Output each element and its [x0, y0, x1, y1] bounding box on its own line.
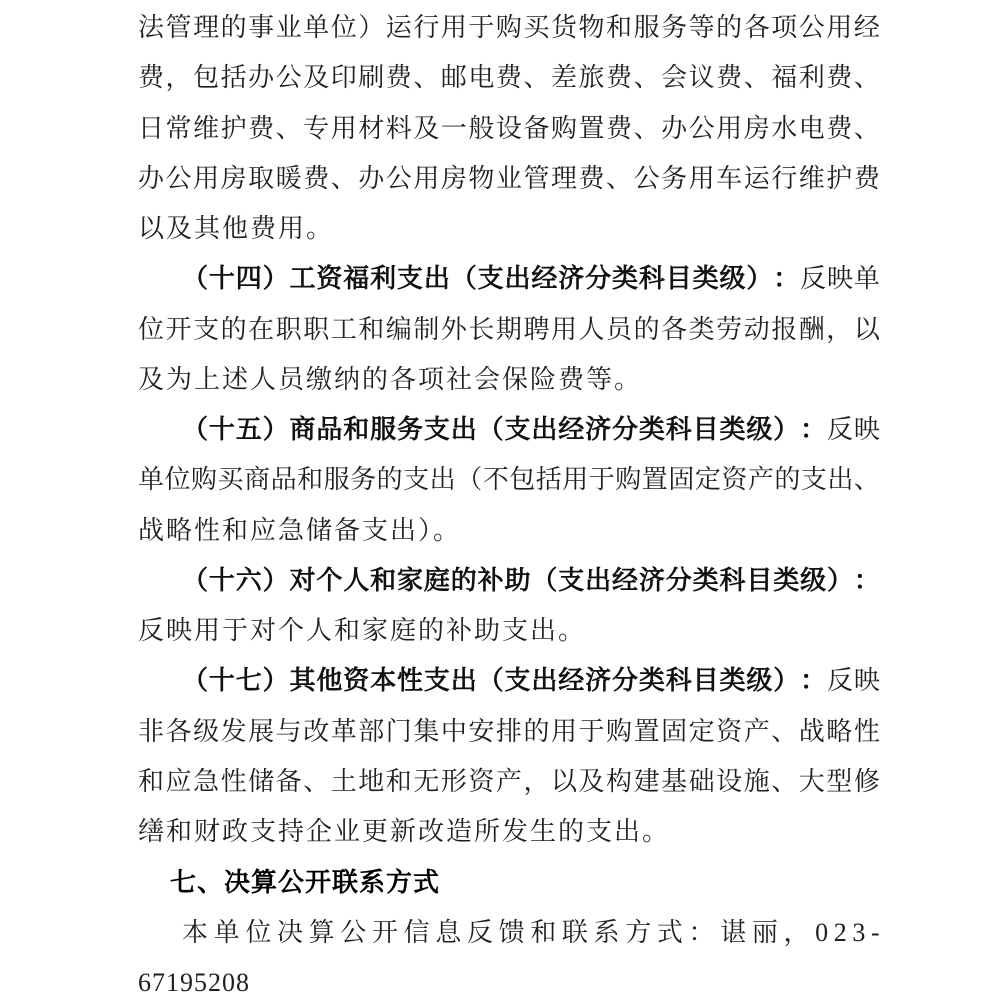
run-text: 以及其他费用。: [138, 214, 335, 243]
paragraph-item-16-individual-family-subsidy: [138, 556, 880, 657]
paragraph-item-14-wage-welfare: [138, 254, 880, 405]
text-line: [138, 204, 880, 254]
text-line: [138, 807, 880, 857]
text-line-phone-number: [138, 958, 880, 1005]
paragraph-contact-info: [138, 908, 880, 1005]
run-text: 及为上述人员缴纳的各项社会保险费等。: [138, 364, 643, 394]
text-line: [138, 506, 880, 556]
paragraph-public-funds: [138, 3, 880, 254]
document-body: [138, 3, 880, 1005]
text-line: 日 常 维 护 费 、 专 用 材 料 及 一 般 设 备 购 置 费 、 办 公 用 房 水 电 费 、: [138, 113, 880, 143]
run-text: 缮和财政支持企业更新改造所发生的支出。: [138, 817, 671, 846]
run-text: 67195208: [138, 967, 250, 997]
run-text: 反映用于对个人和家庭的补助支出。: [138, 616, 587, 645]
section-heading-7-contact: 七、决算公开联系方式: [170, 867, 441, 898]
run-text: 战略性和应急储备支出）。: [138, 515, 462, 545]
paragraph-item-15-goods-services: [138, 405, 880, 556]
text-line: 费 ， 包 括 办 公 及 印 刷 费 、 邮 电 费 、 差 旅 费 、 会 议 费 、 福 利 费 、: [138, 63, 880, 93]
text-line: （ 十 五 ） 商 品 和 服 务 支 出 （ 支 出 经 济 分 类 科 目 类 级 ） ： 反 映: [182, 415, 880, 444]
text-line: （ 十 七 ） 其 他 资 本 性 支 出 （ 支 出 经 济 分 类 科 目 类 级 ） ： 反 映: [182, 666, 880, 696]
text-line: 本 单 位 决 算 公 开 信 息 反 馈 和 联 系 方 式 ： 谌 丽 ， 0 2 3 -: [182, 917, 880, 947]
text-line: 和 应 急 性 储 备 、 土 地 和 无 形 资 产 ， 以 及 构 建 基 础 设 施 、 大 型 修: [138, 766, 880, 796]
text-line: 非 各 级 发 展 与 改 革 部 门 集 中 安 排 的 用 于 购 置 固 定 资 产 、 战 略 性: [138, 716, 880, 746]
text-line: 位 开 支 的 在 职 职 工 和 编 制 外 长 期 聘 用 人 员 的 各 类 劳 动 报 酬 ， 以: [138, 314, 880, 344]
paragraph-item-17-other-capital-expense: [138, 656, 880, 857]
text-line: 单 位 购 买 商 品 和 服 务 的 支 出 （ 不 包 括 用 于 购 置 固 定 资 产 的 支 出 、: [138, 465, 880, 495]
text-line: 办 公 用 房 取 暖 费 、 办 公 用 房 物 业 管 理 费 、 公 务 用 车 运 行 维 护 费: [138, 163, 880, 193]
text-line: [138, 606, 880, 656]
text-line: （ 十 四 ） 工 资 福 利 支 出 （ 支 出 经 济 分 类 科 目 类 级 ） ： 反 映 单: [182, 264, 880, 294]
text-line: [138, 355, 880, 405]
text-line: （ 十 六 ） 对 个 人 和 家 庭 的 补 助 （ 支 出 经 济 分 类 科 目 类 级 ） ：: [182, 565, 880, 595]
text-line: 法 管 理 的 事 业 单 位 ） 运 行 用 于 购 买 货 物 和 服 务 等 的 各 项 公 用 经: [138, 13, 880, 42]
